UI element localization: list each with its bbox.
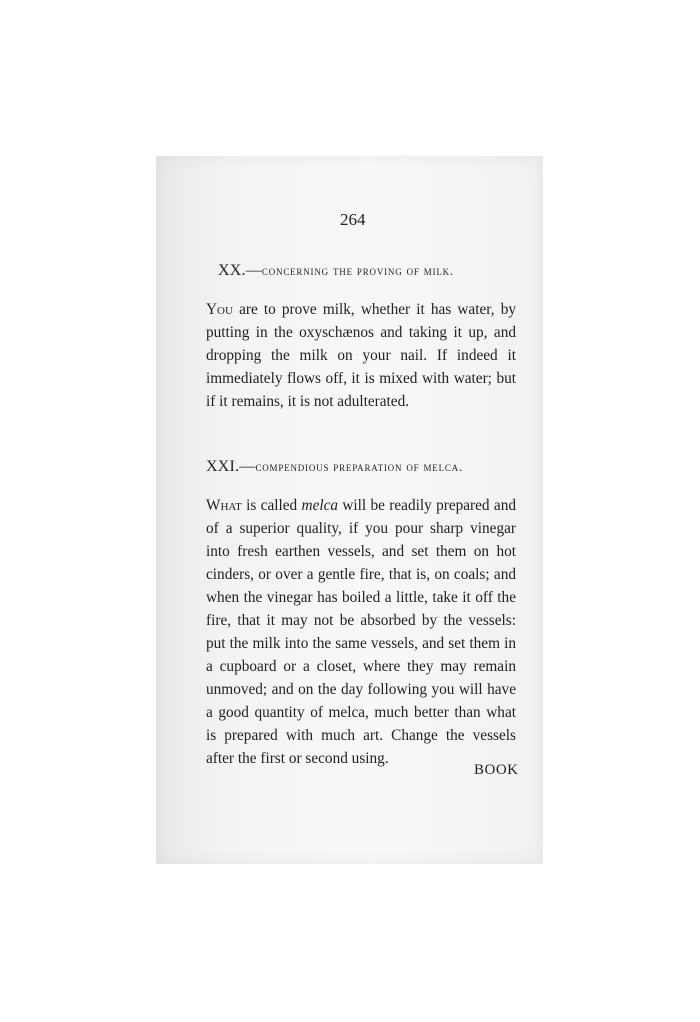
section-heading-melca [206,458,463,476]
section-heading-proving-milk [218,262,454,280]
paragraph-body: are to prove milk, whether it has water, by putting in the oxyschænos and taking it up, and dropping the milk on your nail. If indeed it immediately flows off, it is mixed with water; but if it remains, it is not adulterated. [206,301,516,410]
page-number: 264 [340,210,366,229]
paragraph-lead-word: You [206,301,233,318]
section-title: concerning the proving of milk. [261,263,454,278]
section-number: XXI.— [206,458,256,475]
italic-term-melca: melca [301,497,339,514]
section-number: XX.— [218,262,262,279]
paragraph-melca [206,494,516,770]
paragraph-proving-milk [206,298,516,413]
paragraph-body-start: is called [241,497,302,514]
paragraph-body-rest: will be readily prepared and of a superior quality, if you pour sharp vinegar into fresh earthen vessels, and set them on hot cinders, or over a gentle fire, that is, on coals; and when the vinegar has boiled a little, take it off the fire, that it may not be absorbed by the vessels: put the milk into the same vessels, and set them in a cupboard or a closet, where they may remain unmoved; and on the day following you will have a good quantity of melca, much better than what is prepared with much art. Change the vessels after the first or second using. [206,497,516,767]
show-through-decoration [380,242,384,258]
section-title: compendious preparation of melca. [255,459,464,474]
catchword: BOOK [474,762,519,778]
paragraph-lead-word: What [206,497,242,514]
